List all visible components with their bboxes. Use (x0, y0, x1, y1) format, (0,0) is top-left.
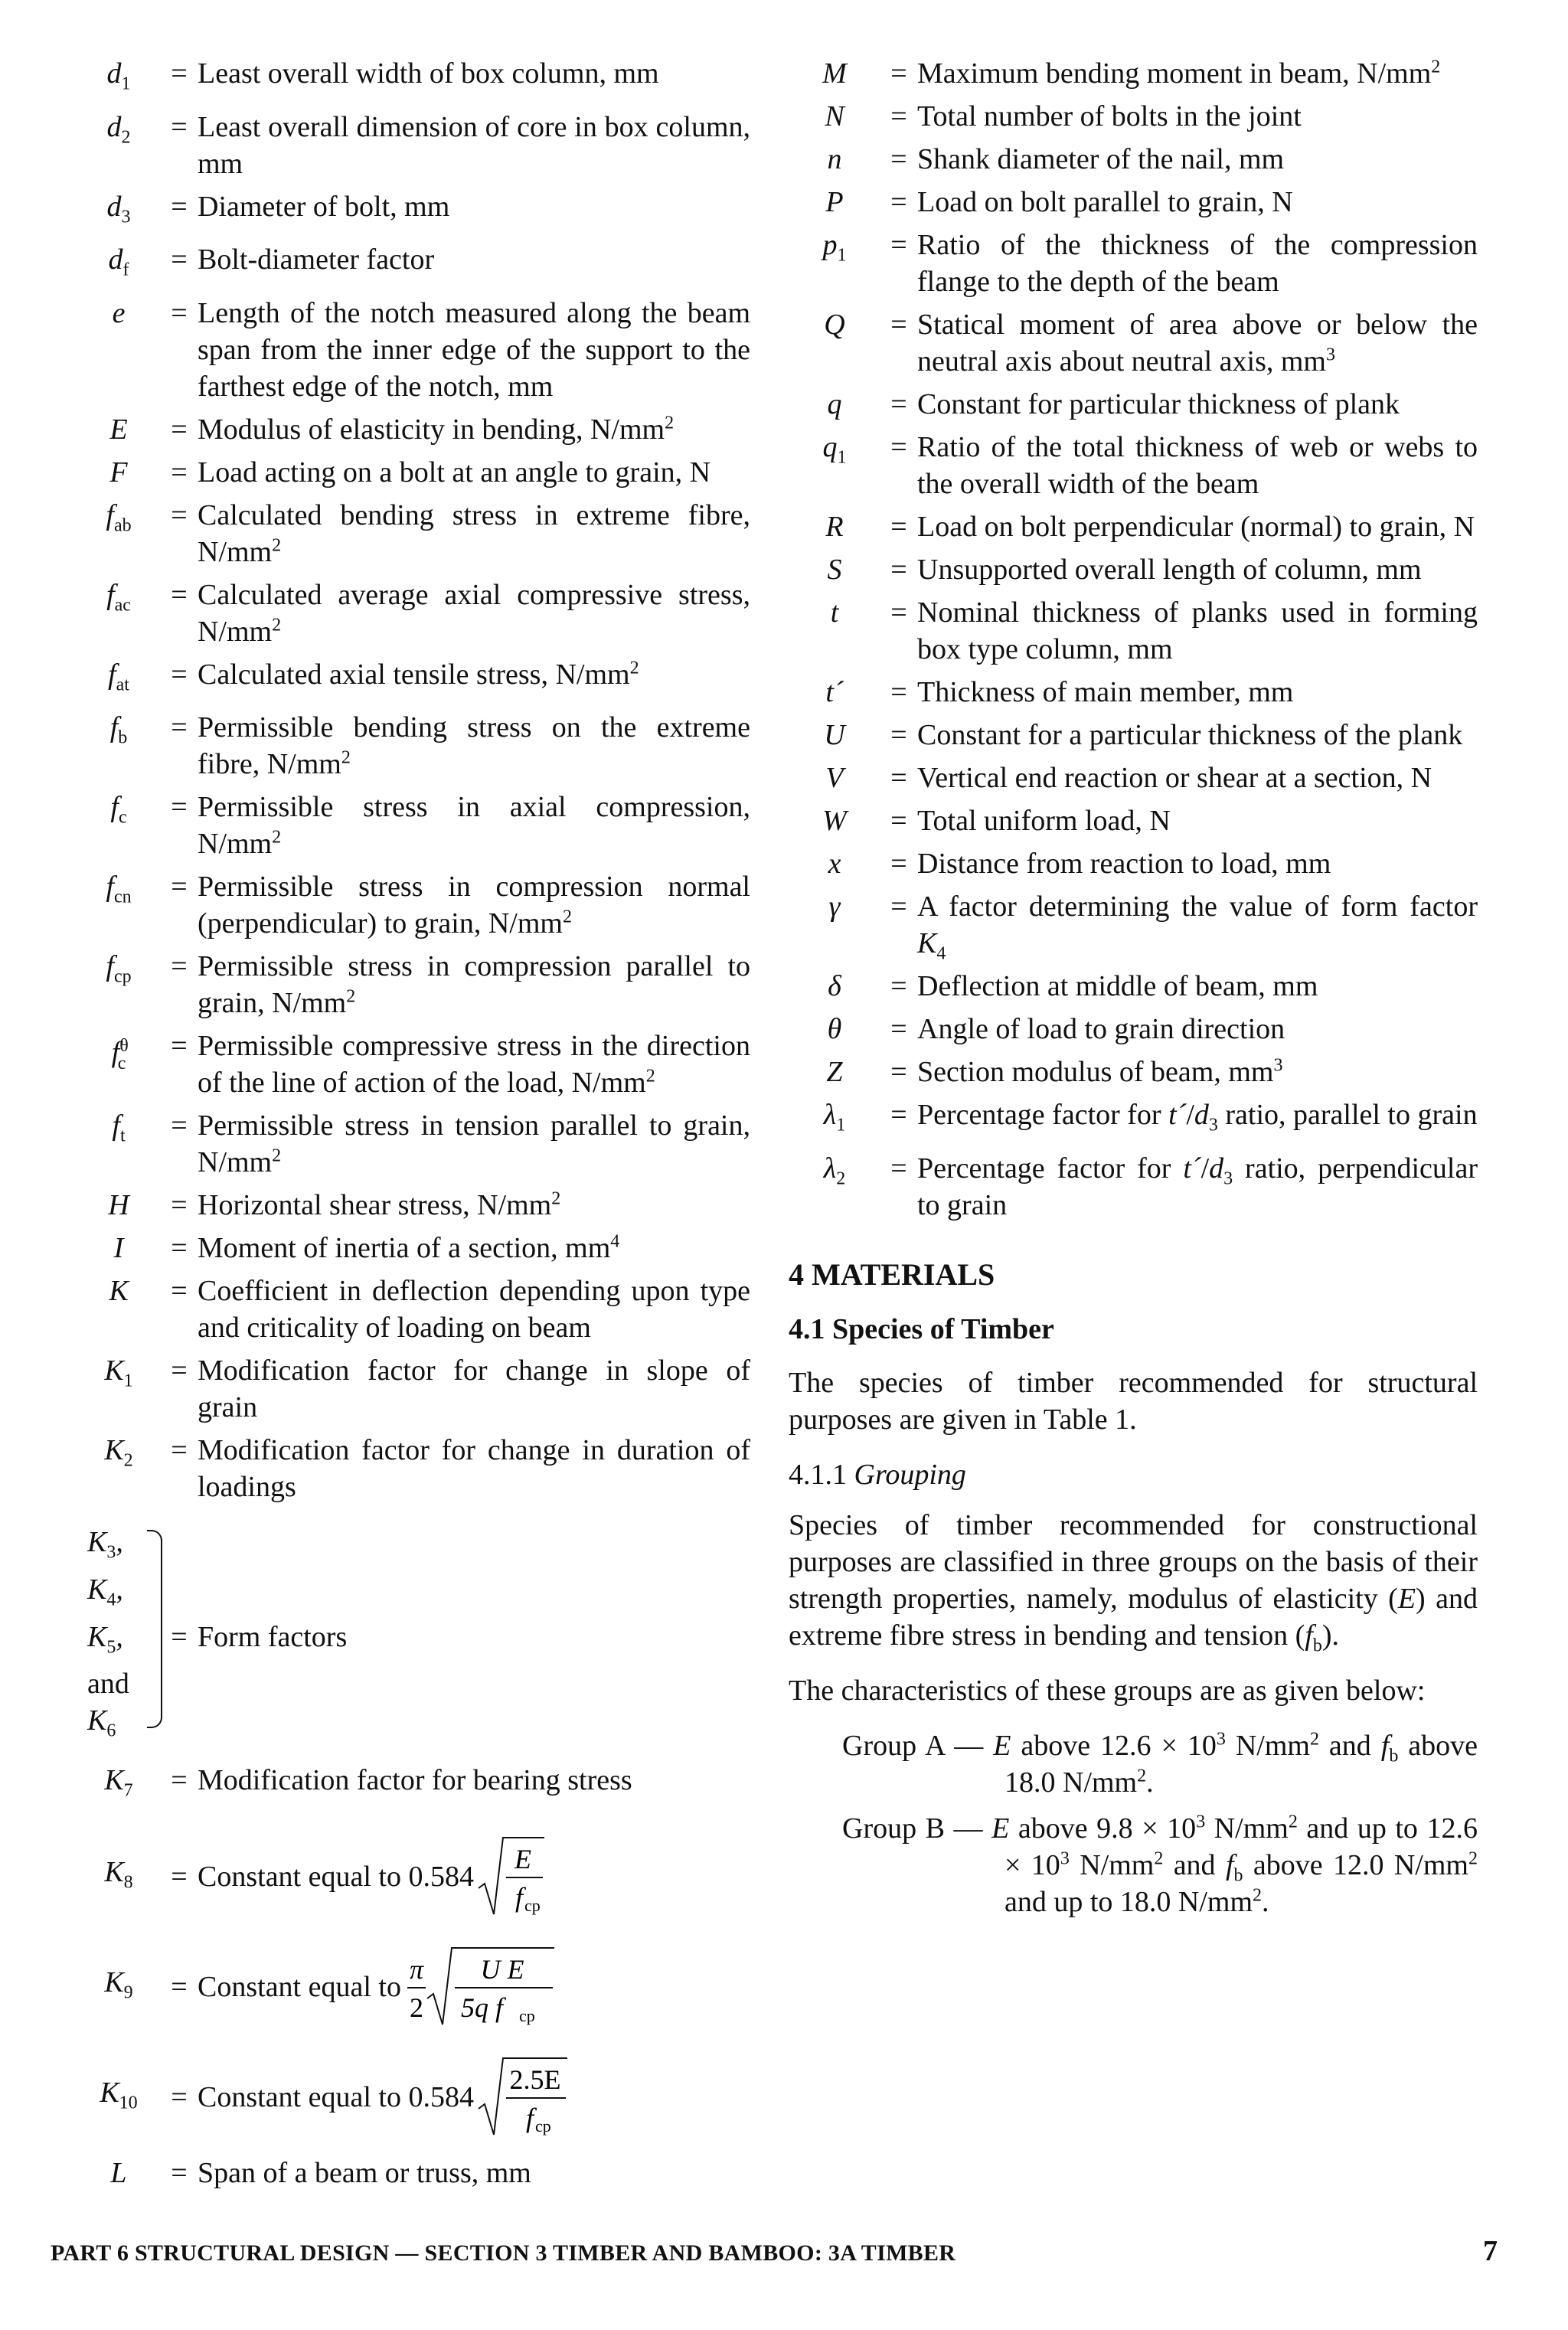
definition-text: Ratio of the total thickness of web or webs to the overall width of the beam (917, 431, 1478, 500)
definition-text: Calculated axial tensile stress, $N/mm^2$ (198, 658, 639, 691)
definition-text: Maximum bending moment in beam, $N/mm^2$ (917, 57, 1441, 90)
equals-sign: = (171, 871, 188, 904)
definition-text: Calculated bending stress in extreme fibre, $N/mm^2$ (198, 498, 750, 568)
equals-sign: = (890, 596, 907, 629)
symbol: q (827, 388, 842, 420)
equals-sign: = (171, 2157, 188, 2190)
symbol: $f_{cn}$ (106, 871, 132, 907)
equals-sign: = (171, 791, 188, 824)
symbol: U (824, 719, 845, 751)
definition-row (789, 98, 1478, 135)
definition-row (789, 551, 1478, 588)
definition-text: Distance from reaction to load, mm (917, 848, 1331, 880)
definition-row (789, 55, 1478, 92)
page-footer (51, 2234, 1498, 2268)
definition-text: Percentage factor for $t´/d_3$ ratio, perpendicular to grain (917, 1152, 1478, 1221)
definition-text: Nominal thickness of planks used in forming box type column, mm (917, 596, 1478, 665)
equals-sign: = (890, 762, 907, 794)
definition-row (77, 948, 750, 1021)
symbol: $\lambda_2$ (823, 1152, 846, 1189)
definition-row (77, 295, 750, 405)
equals-sign: = (890, 1152, 907, 1185)
definition-text: A factor determining the value of form factor $K_4$ (917, 890, 1478, 964)
fraction-denominator: f (514, 1882, 523, 1913)
equals-sign: = (890, 1013, 907, 1045)
symbol: K (109, 1275, 129, 1308)
equals-sign: = (890, 676, 907, 708)
equals-sign: = (890, 100, 907, 132)
fraction-denominator-sub: cp (524, 1896, 541, 1916)
definition-row (789, 227, 1478, 300)
equals-sign: = (171, 1232, 188, 1265)
pi-symbol: π (409, 1954, 423, 1985)
definition-row (789, 141, 1478, 178)
definition-text: Moment of inertia of a section, $mm^4$ (198, 1231, 620, 1265)
definition-row (789, 1054, 1478, 1090)
definition-row (77, 789, 750, 862)
equals-sign: = (171, 1434, 188, 1467)
definition-row (77, 656, 750, 704)
symbol: N (825, 100, 844, 132)
definition-row (77, 1028, 750, 1101)
formula-text: Constant equal to (198, 1971, 401, 2004)
fraction-denominator-sub: cp (534, 2116, 551, 2136)
definition-row (789, 306, 1478, 380)
group-item: Group B — E above $9.8 \times 10^3$ $N/mm^2$ and up to $12.6 \times 10^3$ $N/mm^2$ and $f_b$ above 12.0 $N/mm^2$ and up to 18.0 $N/mm^2$. (842, 1811, 1478, 1918)
definition-text: Angle of load to grain direction (917, 1013, 1285, 1045)
formula-text: Constant equal to 0.584 (198, 2081, 474, 2114)
symbol: $f_{cp}$ (106, 950, 132, 987)
subsection-heading: 4.1 Species of Timber (789, 1312, 1054, 1345)
fraction-denominator: 5q f (460, 1992, 503, 2024)
equals-sign: = (171, 1275, 188, 1308)
equals-sign: = (171, 1109, 188, 1142)
equals-sign: = (171, 413, 188, 446)
definition-row (789, 802, 1478, 839)
symbol: $f_c$ (110, 791, 127, 828)
definition-text: Total number of bolts in the joint (917, 100, 1302, 132)
definition-row (789, 1096, 1478, 1144)
definition-row (77, 1187, 750, 1224)
equals-sign: = (890, 388, 907, 420)
definition-l (77, 2155, 750, 2191)
form-factors-definition (77, 1524, 750, 1749)
definition-row (77, 868, 750, 942)
symbol: γ (828, 890, 841, 923)
form-factor-symbols (77, 1524, 161, 1749)
footer-section-title: PART 6 STRUCTURAL DESIGN — SECTION 3 TIMBER AND BAMBOO: 3A TIMBER (51, 2240, 956, 2266)
equals-sign: = (890, 511, 907, 543)
form-factor-symbol: and (87, 1668, 129, 1701)
form-factor-symbol: $K_3$, (87, 1526, 123, 1563)
definition-text: Modulus of elasticity in bending, $N/mm^2$ (198, 413, 675, 446)
definition-text: Constant for a particular thickness of the plank (917, 719, 1463, 751)
equals-sign: = (171, 2081, 188, 2114)
symbol: $K_8$ (104, 1855, 133, 1893)
fraction-numerator: U E (480, 1954, 524, 1985)
definition-row (789, 674, 1478, 711)
formula-k8 (77, 1835, 750, 1919)
symbol: $\lambda_1$ (823, 1099, 846, 1136)
equals-sign: = (171, 243, 188, 276)
definition-text: Thickness of main member, mm (917, 676, 1294, 708)
form-factor-symbol: $K_5$, (87, 1620, 123, 1658)
brace-icon (147, 1530, 162, 1728)
equals-sign: = (890, 970, 907, 1002)
equals-sign: = (171, 498, 188, 531)
symbol: R (825, 511, 844, 543)
sqrt-fraction-icon (477, 2055, 569, 2139)
form-factor-symbol: $K_6$ (87, 1704, 116, 1741)
definition-text: Form factors (198, 1620, 348, 1653)
fraction-numerator: 2.5E (509, 2064, 561, 2096)
equals-sign: = (890, 229, 907, 261)
equals-sign: = (890, 1056, 907, 1088)
formula-expression (198, 1835, 750, 1919)
definition-text: Vertical end reaction or shear at a section, N (917, 762, 1432, 794)
symbol: $d_3$ (106, 190, 131, 227)
definition-text: Calculated average axial compressive stress, $N/mm^2$ (198, 578, 750, 648)
two-symbol: 2 (409, 1992, 423, 2024)
symbol: H (108, 1189, 129, 1222)
equals-sign: = (171, 578, 188, 611)
definition-text: Ratio of the thickness of the compression flange to the depth of the beam (917, 229, 1478, 298)
definition-text: Least overall dimension of core in box column, mm (198, 110, 750, 180)
symbol: $K_7$ (104, 1763, 133, 1801)
definition-row (789, 184, 1478, 221)
formula-k9 (77, 1945, 750, 2029)
definition-row (77, 1352, 750, 1426)
symbol: Z (826, 1056, 843, 1088)
definition-text: Unsupported overall length of column, mm (917, 554, 1422, 586)
symbol: $d_f$ (108, 243, 129, 280)
symbol: $f^\theta_c$ (111, 1036, 129, 1073)
equals-sign: = (171, 296, 188, 329)
definition-row (77, 577, 750, 650)
definition-row (77, 1107, 750, 1181)
formula-k10 (77, 2055, 750, 2139)
definition-text: Span of a beam or truss, mm (198, 2157, 531, 2190)
equals-sign: = (171, 1030, 188, 1063)
definition-text: Modification factor for change in slope of grain (198, 1355, 750, 1424)
equals-sign: = (171, 57, 188, 90)
symbol: $d_1$ (106, 57, 131, 94)
symbol: L (110, 2157, 127, 2190)
definition-text: Statical moment of area above or below the neutral axis about neutral axis, $mm^3$ (917, 309, 1478, 377)
left-column (77, 55, 750, 2198)
symbol: $K_1$ (104, 1355, 133, 1391)
group-list (789, 1727, 1478, 1920)
definition-text: Horizontal shear stress, $N/mm^2$ (198, 1188, 561, 1222)
equals-sign: = (171, 1763, 188, 1796)
symbol: $f_{ac}$ (106, 578, 131, 616)
page-number: 7 (1483, 2235, 1498, 2267)
definition-row (77, 109, 750, 182)
definition-row (77, 1230, 750, 1266)
symbol: $q_1$ (822, 431, 847, 468)
symbol: n (827, 143, 842, 175)
definition-row (789, 429, 1478, 502)
definition-text: Modification factor for change in duration of loadings (198, 1434, 750, 1504)
definition-text: Constant for particular thickness of plank (917, 388, 1400, 420)
equals-sign: = (171, 711, 188, 744)
equals-sign: = (171, 190, 188, 223)
definition-text: Permissible stress in tension parallel to grain, $N/mm^2$ (198, 1109, 750, 1179)
left-definitions-list (77, 55, 750, 1505)
definition-row (789, 968, 1478, 1005)
definition-row (77, 709, 750, 783)
definition-row (77, 55, 750, 103)
section-heading: 4 MATERIALS (789, 1257, 995, 1292)
paragraph-characteristics: The characteristics of these groups are as given below: (789, 1674, 1426, 1707)
formula-text: Constant equal to 0.584 (198, 1861, 474, 1894)
definition-text: Percentage factor for $t´/d_3$ ratio, parallel to grain (917, 1099, 1478, 1136)
equals-sign: = (890, 805, 907, 837)
symbol: W (822, 805, 847, 837)
definition-row (789, 888, 1478, 962)
equals-sign: = (171, 1620, 188, 1653)
right-column (789, 55, 1478, 1930)
symbol: $f_{ab}$ (106, 498, 132, 536)
symbol: $K_{10}$ (100, 2076, 138, 2113)
definition-text: Permissible stress in axial compression, $N/mm^2$ (198, 791, 750, 861)
equals-sign: = (890, 890, 907, 923)
sqrt-fraction-icon (477, 1835, 546, 1919)
subsubsection-number: 4.1.1 (789, 1458, 847, 1491)
definition-text: Load acting on a bolt at an angle to grain, N (198, 456, 711, 489)
definition-text: Load on bolt parallel to grain, N (917, 186, 1293, 218)
equals-sign: = (171, 1971, 188, 2004)
symbol: E (109, 413, 128, 446)
definition-row (789, 717, 1478, 753)
symbol: t (830, 596, 839, 629)
form-factor-symbol: $K_4$, (87, 1573, 123, 1610)
equals-sign: = (890, 1099, 907, 1131)
definition-text: Modification factor for bearing stress (198, 1763, 632, 1796)
definition-text: Permissible stress in compression parallel to grain, $N/mm^2$ (198, 950, 750, 1020)
symbol: t´ (825, 676, 844, 708)
definition-text: Coefficient in deflection depending upon type and criticality of loading on beam (198, 1275, 750, 1345)
definition-row (789, 1150, 1478, 1224)
paragraph-grouping: Species of timber recommended for constructional purposes are classified in three groups on the basis of their strength properties, namely, modulus of elasticity (E) and extreme fibre stress in bending and tension $(f_b)$. (789, 1508, 1478, 1656)
equals-sign: = (171, 658, 188, 691)
definition-text: Section modulus of beam, $mm^3$ (917, 1055, 1283, 1088)
formula-expression (198, 1945, 750, 2029)
definition-row (789, 508, 1478, 545)
definition-text: Least overall width of box column, mm (198, 57, 659, 90)
equals-sign: = (890, 309, 907, 341)
fraction-numerator: E (514, 1844, 531, 1875)
subsubsection-heading (789, 1456, 1478, 1493)
definition-row (77, 188, 750, 236)
equals-sign: = (171, 950, 188, 983)
definition-row (77, 1432, 750, 1505)
definition-row (789, 594, 1478, 668)
paragraph-species: The species of timber recommended for structural purposes are given in Table 1. (789, 1366, 1478, 1436)
fraction-denominator: f (525, 2103, 534, 2134)
definition-row (77, 241, 750, 289)
symbol: $f_t$ (112, 1109, 126, 1146)
definition-text: Length of the notch measured along the beam span from the inner edge of the support to the farthest edge of the notch, mm (198, 296, 750, 403)
symbol: P (825, 186, 844, 218)
definition-row (789, 760, 1478, 796)
equals-sign: = (890, 143, 907, 175)
definition-row (789, 845, 1478, 882)
equals-sign: = (890, 57, 907, 90)
definition-text: Permissible compressive stress in the direction of the line of action of the load, $N/mm^2$ (198, 1030, 750, 1100)
symbol: e (112, 296, 126, 329)
symbol: S (827, 554, 842, 586)
definition-row (77, 411, 750, 448)
symbol: δ (828, 970, 841, 1002)
fraction-denominator-sub: cp (518, 2006, 535, 2026)
definition-text: Deflection at middle of beam, mm (917, 970, 1318, 1002)
symbol: θ (827, 1013, 842, 1045)
definition-text: Permissible bending stress on the extreme fibre, $N/mm^2$ (198, 711, 750, 781)
equals-sign: = (890, 719, 907, 751)
symbol: Q (824, 309, 845, 341)
symbol: $K_2$ (104, 1434, 133, 1471)
equals-sign: = (890, 431, 907, 463)
symbol: $f_b$ (109, 711, 128, 748)
definition-text: Bolt-diameter factor (198, 243, 435, 276)
definition-text: Shank diameter of the nail, mm (917, 143, 1285, 175)
definition-text: Total uniform load, N (917, 805, 1171, 837)
definition-row (789, 386, 1478, 423)
pi-over-two-sqrt-icon (404, 1945, 557, 2029)
definition-text: Diameter of bolt, mm (198, 190, 450, 223)
definition-k7 (77, 1762, 750, 1809)
symbol: M (822, 57, 847, 90)
symbol: $K_9$ (104, 1966, 133, 2003)
definition-row (77, 497, 750, 570)
symbol: I (113, 1232, 124, 1265)
symbol: F (109, 456, 128, 489)
equals-sign: = (171, 110, 188, 143)
right-definitions-list (789, 55, 1478, 1224)
equals-sign: = (890, 186, 907, 218)
equals-sign: = (890, 848, 907, 880)
symbol: $d_2$ (106, 110, 131, 148)
equals-sign: = (171, 1189, 188, 1222)
equals-sign: = (171, 1355, 188, 1387)
definition-row (77, 1273, 750, 1346)
equals-sign: = (890, 554, 907, 586)
symbol: x (828, 848, 841, 880)
equals-sign: = (171, 456, 188, 489)
definition-row (789, 1011, 1478, 1047)
group-item: Group A — E above $12.6 \times 10^3$ $N/mm^2$ and $f_b$ above 18.0 $N/mm^2$. (842, 1728, 1478, 1799)
symbol: $f_{at}$ (108, 658, 129, 695)
equals-sign: = (171, 1861, 188, 1894)
formula-expression (198, 2055, 750, 2139)
symbol: V (825, 762, 844, 794)
definition-row (77, 454, 750, 491)
definition-text: Load on bolt perpendicular (normal) to grain, N (917, 511, 1475, 543)
symbol: $p_1$ (822, 229, 847, 266)
subsubsection-title: Grouping (854, 1458, 966, 1491)
definition-text: Permissible stress in compression normal (perpendicular) to grain, $N/mm^2$ (198, 871, 750, 940)
